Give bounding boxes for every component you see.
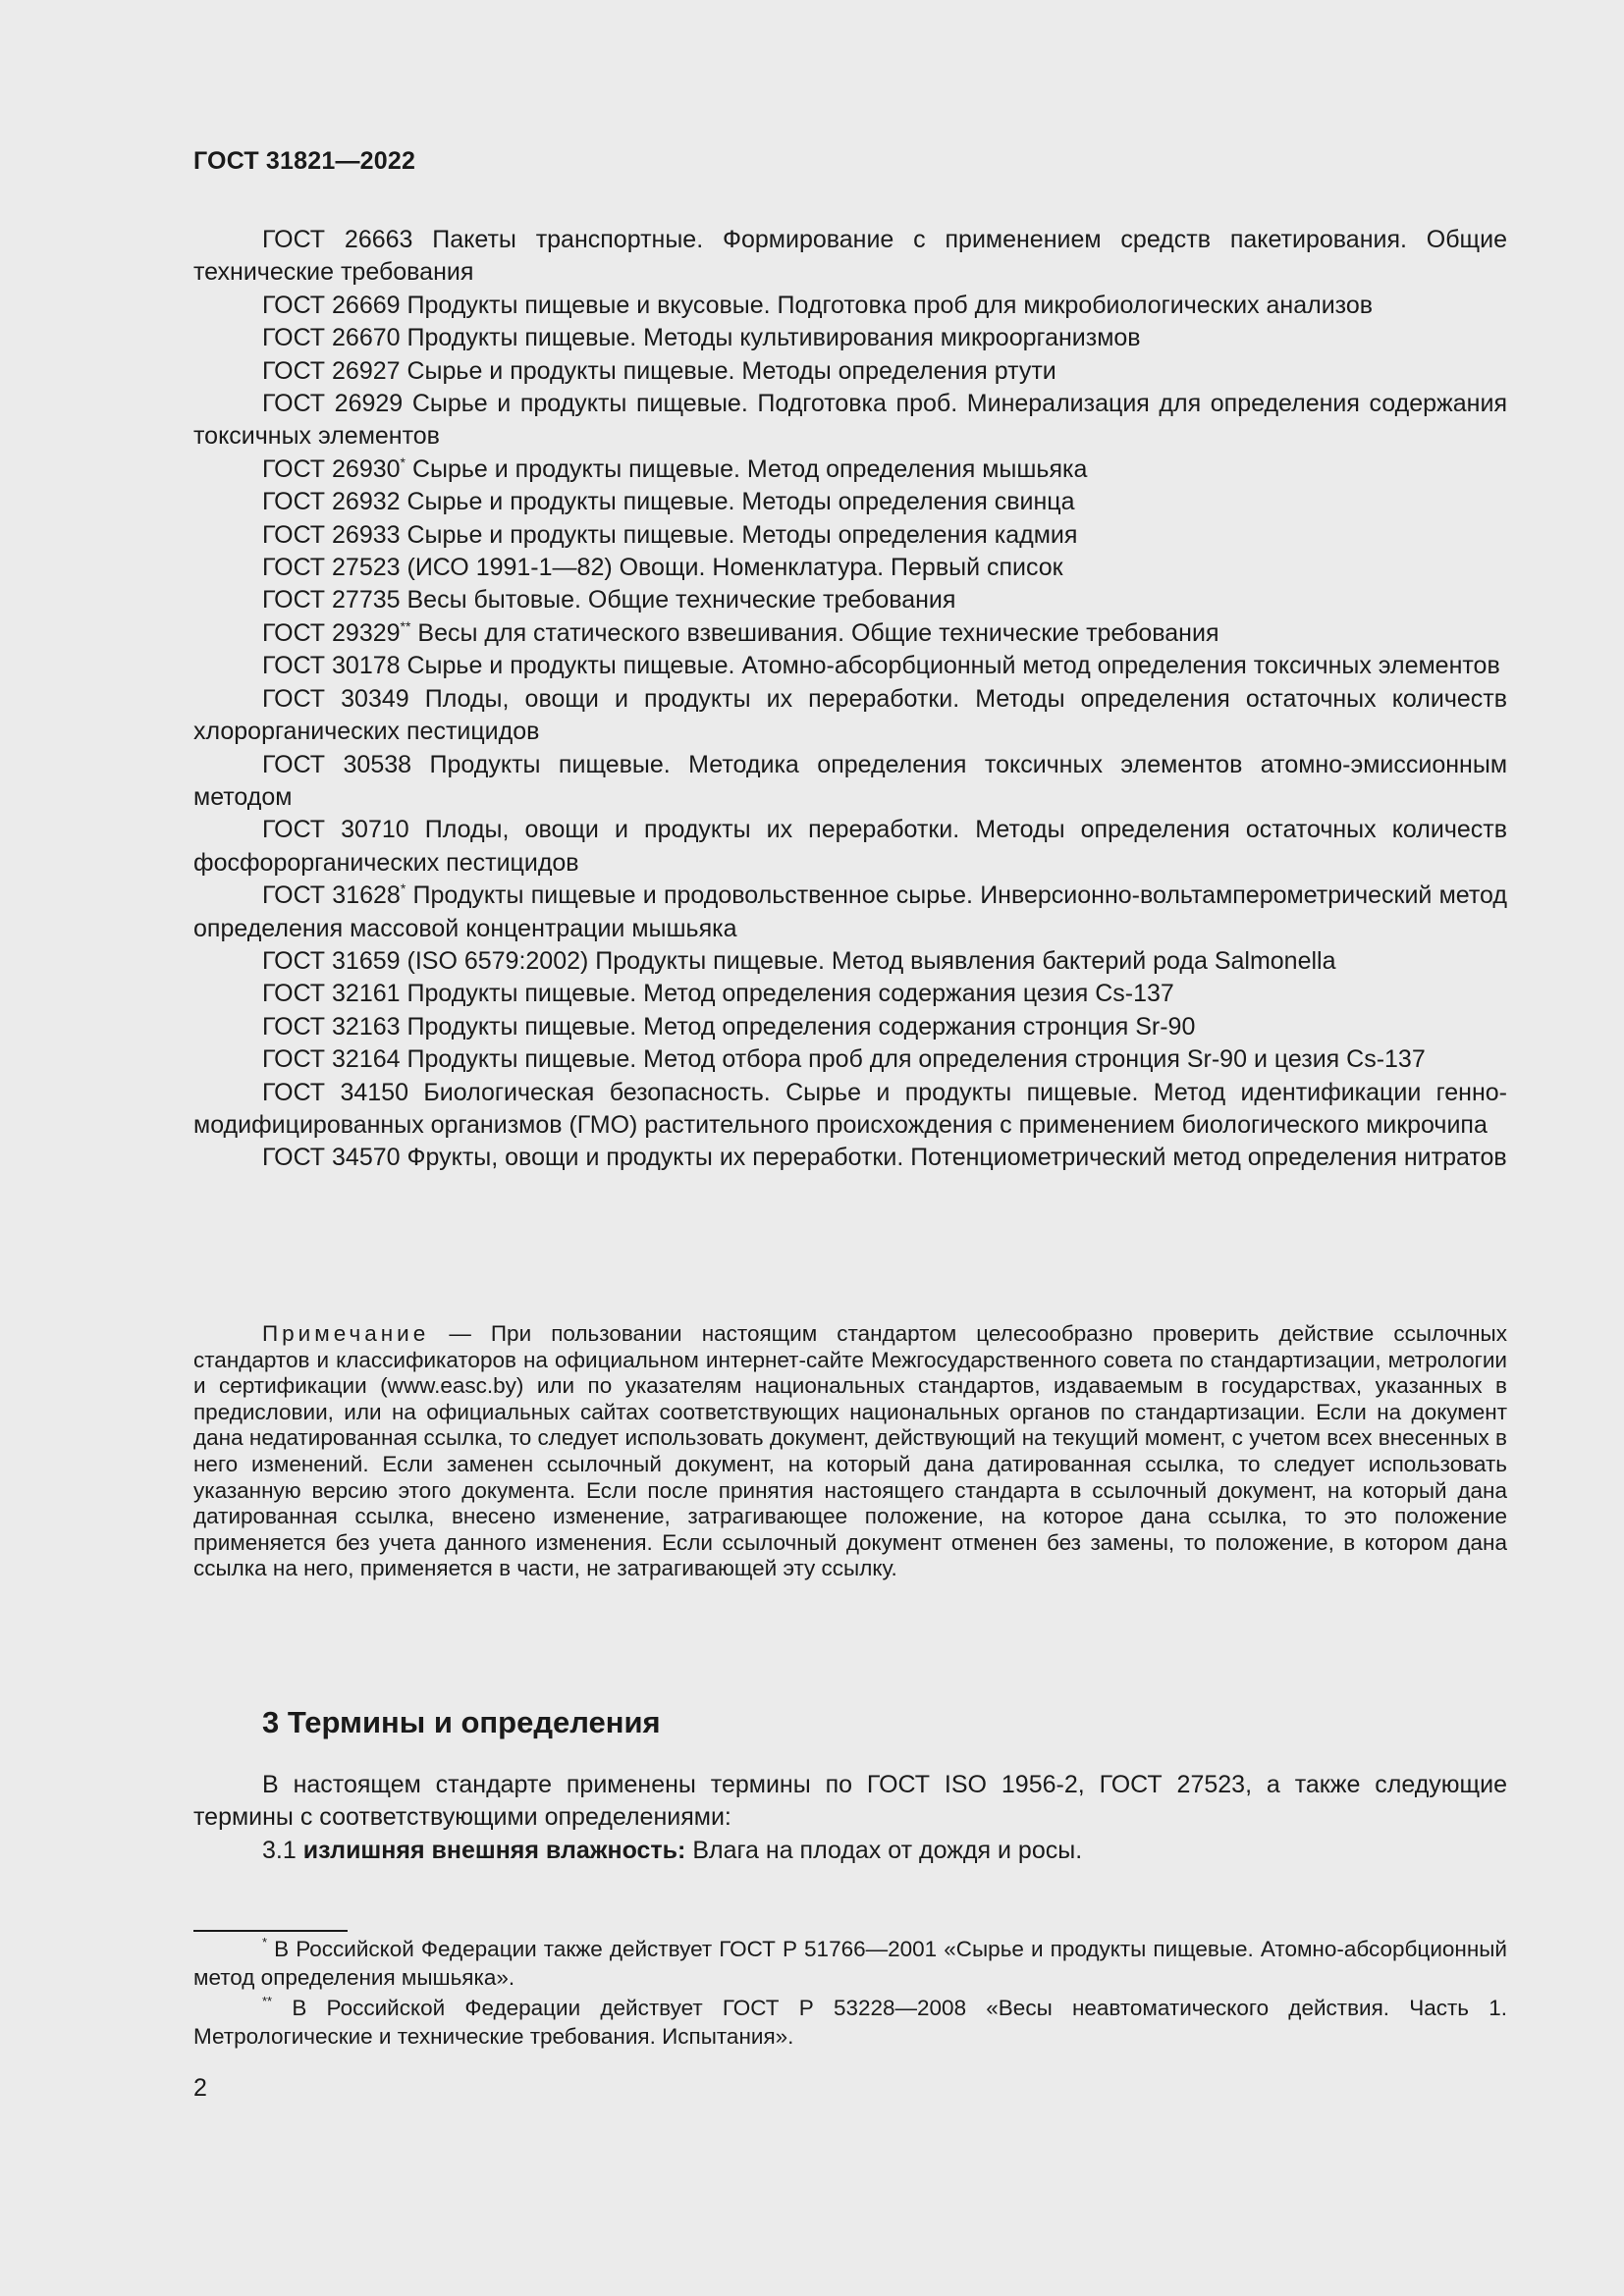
reference-item: ГОСТ 26929 Сырье и продукты пищевые. Подготовка проб. Минерализация для определения содержания токсичных элементов [193, 390, 1507, 451]
footnote-divider [193, 1930, 348, 1932]
reference-item: ГОСТ 27523 (ИСО 1991-1—82) Овощи. Номенклатура. Первый список [262, 554, 1063, 582]
terms-intro: В настоящем стандарте применены термины по ГОСТ ISO 1956-2, ГОСТ 27523, а также следующие термины с соответствующими определениями: [193, 1771, 1507, 1832]
page-number: 2 [193, 2074, 207, 2102]
term-entry [193, 1835, 1507, 1867]
footnote: * В Российской Федерации также действует ГОСТ Р 51766—2001 «Сырье и продукты пищевые. Атомно-абсорбционный метод определения мышьяка». [193, 1935, 1507, 1990]
footnote: ** В Российской Федерации действует ГОСТ Р 53228—2008 «Весы неавтоматического действия. Часть 1. Метрологические и технические требования. Испытания». [193, 1994, 1507, 2049]
reference-item: ГОСТ 26927 Сырье и продукты пищевые. Методы определения ртути [262, 356, 1056, 385]
reference-item: ГОСТ 34570 Фрукты, овощи и продукты их переработки. Потенциометрический метод определения нитратов [262, 1144, 1507, 1172]
normative-references-list [193, 224, 1507, 1175]
references-note [193, 1321, 1507, 1582]
term-number: 3.1 [262, 1836, 297, 1864]
reference-item: ГОСТ 26933 Сырье и продукты пищевые. Методы определения кадмия [262, 520, 1078, 549]
reference-item: ГОСТ 27735 Весы бытовые. Общие технические требования [262, 586, 956, 614]
document-header: ГОСТ 31821—2022 [193, 147, 416, 175]
reference-item: ГОСТ 30178 Сырье и продукты пищевые. Атомно-абсорбционный метод определения токсичных элементов [262, 652, 1500, 680]
footnotes [193, 1936, 1507, 2054]
reference-item: ГОСТ 26930* Сырье и продукты пищевые. Метод определения мышьяка [262, 454, 1088, 483]
reference-item: ГОСТ 26663 Пакеты транспортные. Формирование с применением средств пакетирования. Общие технические требования [193, 226, 1507, 287]
reference-item: ГОСТ 34150 Биологическая безопасность. Сырье и продукты пищевые. Метод идентификации генно-модифицированных организмов (ГМО) растительного происхождения с применением биологического микрочипа [193, 1078, 1507, 1139]
reference-item: ГОСТ 26670 Продукты пищевые. Методы культивирования микроорганизмов [262, 324, 1141, 352]
term-name: излишняя внешняя влажность: [302, 1836, 686, 1864]
terms-section [193, 1769, 1507, 1867]
reference-item: ГОСТ 30538 Продукты пищевые. Методика определения токсичных элементов атомно-эмиссионным методом [193, 750, 1508, 811]
reference-item: ГОСТ 30710 Плоды, овощи и продукты их переработки. Методы определения остаточных количеств фосфорорганических пестицидов [193, 816, 1508, 877]
reference-item: ГОСТ 26932 Сырье и продукты пищевые. Методы определения свинца [262, 488, 1075, 516]
reference-item: ГОСТ 32161 Продукты пищевые. Метод определения содержания цезия Cs-137 [262, 980, 1174, 1008]
reference-item: ГОСТ 32163 Продукты пищевые. Метод определения содержания стронция Sr-90 [262, 1012, 1196, 1041]
reference-item: ГОСТ 29329** Весы для статического взвешивания. Общие технические требования [262, 617, 1219, 647]
term-definition: Влага на плодах от дождя и росы. [692, 1836, 1083, 1864]
note-label: Примечание [262, 1321, 430, 1346]
reference-item: ГОСТ 32164 Продукты пищевые. Метод отбора проб для определения стронция Sr-90 и цезия Cs-137 [262, 1045, 1426, 1074]
reference-item: ГОСТ 31659 (ISO 6579:2002) Продукты пищевые. Метод выявления бактерий рода Salmonella [262, 946, 1336, 975]
reference-item: ГОСТ 30349 Плоды, овощи и продукты их переработки. Методы определения остаточных количеств хлорорганических пестицидов [193, 684, 1508, 746]
section-title: 3 Термины и определения [262, 1705, 661, 1739]
reference-item: ГОСТ 26669 Продукты пищевые и вкусовые. Подготовка проб для микробиологических анализов [262, 291, 1374, 319]
reference-item: ГОСТ 31628* Продукты пищевые и продовольственное сырье. Инверсионно-вольтамперометрический метод определения массовой концентрации мышьяка [193, 881, 1507, 942]
note-text: — При пользовании настоящим стандартом целесообразно проверить действие ссылочных стандартов и классификаторов на официальном интернет-сайте Межгосударственного совета по стандартизации, метрологии и сертификации (www.easc.by) или по указателям национальных стандартов, издаваемым в государствах, указанных в предисловии, или на официальных сайтах соответствующих национальных органов по стандартизации. Если на документ дана недатированная ссылка, то следует использовать документ, действующий на текущий момент, с учетом всех внесенных в него изменений. Если заменен ссылочный документ, на который дана датированная ссылка, то следует использовать указанную версию этого документа. Если после принятия настоящего стандарта в ссылочный документ, на который дана датированная ссылка, внесено изменение, затрагивающее положение, на которое дана ссылка, то это положение применяется без учета данного изменения. Если ссылочный документ отменен без замены, то положение, в котором дана ссылка на него, применяется в части, не затрагивающей эту ссылку. [193, 1321, 1507, 1581]
